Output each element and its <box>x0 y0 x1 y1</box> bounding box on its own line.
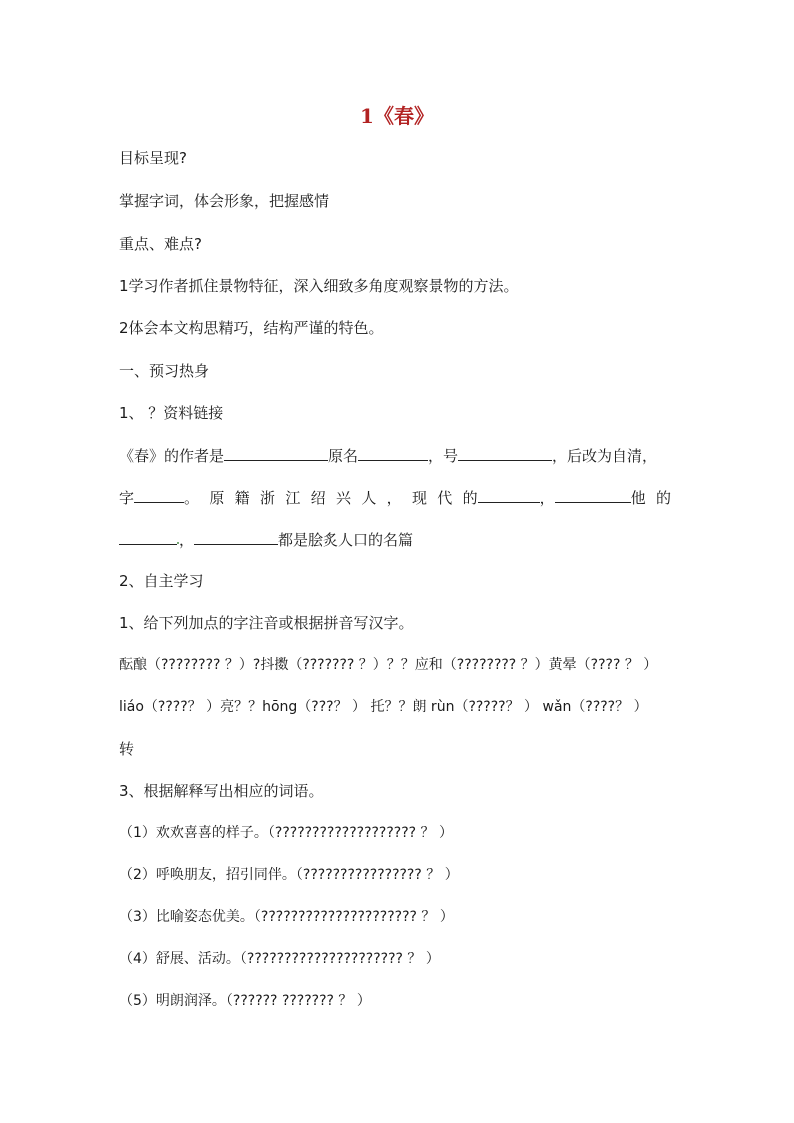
definition-item: （4）舒展、活动。（????????????????????? ？ ） <box>119 951 440 967</box>
fill-text: 籍 <box>234 489 250 507</box>
fill-text: 字 <box>119 489 135 507</box>
answer-blank[interactable] <box>194 528 278 545</box>
fill-text: 浙 <box>260 489 276 507</box>
answer-blank[interactable] <box>134 486 184 503</box>
answer-blank[interactable] <box>119 528 177 545</box>
target-heading: 目标呈现? <box>119 149 187 167</box>
answer-blank[interactable] <box>478 486 540 503</box>
section-self-study: 2、自主学习 <box>119 572 204 590</box>
fill-text: 《春》的作者是 <box>119 447 225 465</box>
fill-blank-line-2 <box>119 486 671 509</box>
fill-text: 。 <box>184 489 200 507</box>
definition-item: （1）欢欢喜喜的样子。（??????????????????? ？ ） <box>119 825 453 841</box>
fill-text: 绍 <box>310 489 326 507</box>
pinyin-row-1: 酝酿（???????? ？）?抖擞（??????? ？）？？应和（???????? ？）黄晕（???? ？ ） <box>119 657 658 673</box>
fill-text: 都是脍炙人口的名篇 <box>278 531 414 549</box>
fill-text: 江 <box>285 489 301 507</box>
answer-blank[interactable] <box>224 444 328 461</box>
key-point-2: 2体会本文构思精巧，结构严谨的特色。 <box>119 319 384 337</box>
fill-text: 的 <box>655 489 671 507</box>
fill-blank-line-3 <box>119 528 679 551</box>
key-point-1: 1学习作者抓住景物特征，深入细致多角度观察景物的方法。 <box>119 277 519 295</box>
question-3: 3、根据解释写出相应的词语。 <box>119 782 324 800</box>
target-text: 掌握字词，体会形象，把握感情 <box>119 192 330 210</box>
definition-item: （5）明朗润泽。（?????? ??????? ？ ） <box>119 993 371 1009</box>
pinyin-row-3: 转 <box>119 740 135 758</box>
fill-text: 原 <box>209 489 225 507</box>
fill-text: 的 <box>462 489 478 507</box>
fill-text: 人 <box>361 489 377 507</box>
fill-text: 代 <box>437 489 453 507</box>
fill-text: 他 <box>630 489 646 507</box>
fill-text: 现 <box>411 489 427 507</box>
definition-item: （2）呼唤朋友，招引同伴。（???????????????? ？ ） <box>119 867 459 883</box>
answer-blank[interactable] <box>358 444 428 461</box>
definition-item: （3）比喻姿态优美。（????????????????????? ？ ） <box>119 909 454 925</box>
subsection-materials: 1、 ？资料链接 <box>119 404 224 422</box>
question-1: 1、给下列加点的字注音或根据拼音写汉字。 <box>119 614 414 632</box>
answer-blank[interactable] <box>458 444 552 461</box>
fill-text: ，号 <box>428 447 459 465</box>
page-title: 1《春》 <box>360 104 434 128</box>
key-heading: 重点、难点? <box>119 235 202 253</box>
fill-text: ， <box>179 531 195 549</box>
fill-blank-line-1 <box>119 444 679 467</box>
fill-text: ， <box>386 489 402 507</box>
section-preview: 一、预习热身 <box>119 362 210 380</box>
fill-text: ， <box>539 489 555 507</box>
fill-text: ，后改为自清， <box>552 447 658 465</box>
fill-text: 原名 <box>328 447 359 465</box>
pinyin-row-2: liáo（????？ ）亮？？hōng（???？ ） 托？？朗 rùn（?????？ ） wǎn（????？ ） <box>119 699 648 715</box>
fill-text: 兴 <box>335 489 351 507</box>
answer-blank[interactable] <box>555 486 631 503</box>
